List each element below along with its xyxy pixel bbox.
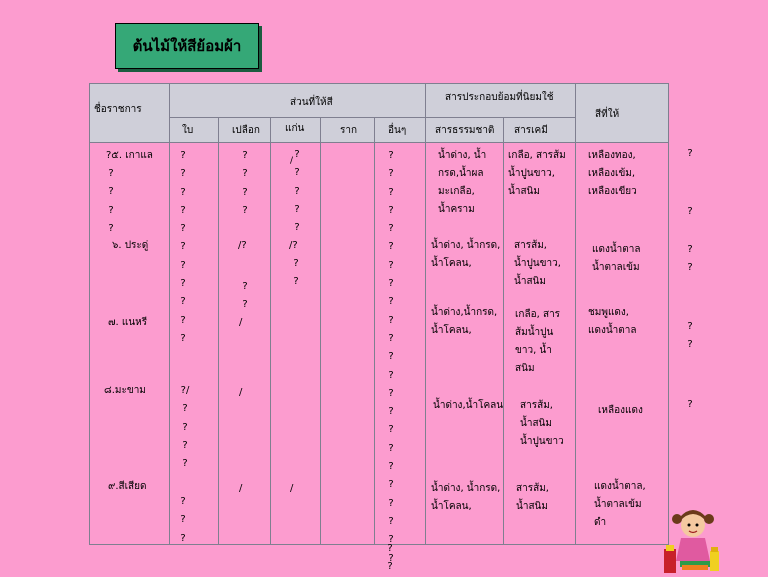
bark-slash-r9: / <box>239 483 243 494</box>
bark-qmarks: ? ? ? ? <box>242 150 248 216</box>
header-divider <box>169 117 575 118</box>
col-divider <box>169 84 170 544</box>
leaf-qmarks-bottom: ? ? ? <box>180 496 186 544</box>
header-bottom-line <box>90 142 668 143</box>
dye-table <box>89 83 669 564</box>
chemical-r8: สารส้ม, น้ำสนิม น้ำปูนขาว <box>520 400 564 447</box>
name-qmarks: ? ? ? ? <box>108 168 114 234</box>
outside-qmark: ? <box>687 321 693 332</box>
outside-qmark: ? <box>687 148 693 159</box>
natural-r8: น้ำด่าง,น้ำโคลน <box>433 400 504 411</box>
subheader-natural: สารธรรมชาติ <box>435 125 495 136</box>
subheader-core: แก่น <box>285 123 305 134</box>
subheader-leaf: ใบ <box>182 125 194 136</box>
col-divider <box>425 84 426 544</box>
other-qmarks-overflow: ? ? <box>387 543 393 573</box>
outside-qmark: ? <box>687 339 693 350</box>
row-name-8: ๘.มะขาม <box>104 385 146 396</box>
chemical-r6: สารส้ม, น้ำปูนขาว, น้ำสนิม <box>514 240 561 287</box>
subheader-root: ราก <box>340 125 358 136</box>
col-divider <box>270 117 271 544</box>
subheader-bark: เปลือก <box>232 125 260 136</box>
table-header-bg <box>90 84 668 142</box>
bark-qmarks-2: ? ? <box>242 281 248 311</box>
title-box <box>115 23 259 69</box>
core-qmarks-2: ? ? <box>293 258 299 288</box>
header-parts: ส่วนที่ให้สี <box>290 97 333 108</box>
chemical-r9: สารส้ม, น้ำสนิม <box>516 483 549 512</box>
color-r1: เหลืองทอง, เหลืองเข้ม, เหลืองเขียว <box>588 150 637 197</box>
natural-r7: น้ำด่าง,น้ำกรด, น้ำโคลน, <box>431 307 498 336</box>
natural-r6: น้ำด่าง, น้ำกรด, น้ำโคลน, <box>431 240 501 269</box>
header-color: สีที่ให้ <box>595 109 620 120</box>
row-name-7: ๗. แนหรี <box>108 317 148 328</box>
subheader-other: อื่นๆ <box>388 125 407 136</box>
core-slash-r9: / <box>290 483 294 494</box>
chemical-r7: เกลือ, สาร ส้มน้ำปูน ขาว, น้ำ สนิม <box>515 309 561 374</box>
leaf-qmarks: ? ? ? ? ? ? ? ? ? ? ? <box>180 150 186 344</box>
col-divider <box>218 117 219 544</box>
row-name-9: ๙.สีเสียด <box>108 481 147 492</box>
col-divider <box>320 117 321 544</box>
bark-slash-r7: / <box>239 317 243 328</box>
row-name-5: ?๕. เกาแล <box>106 150 153 161</box>
row-name-6: ๖. ประดู่ <box>112 240 149 251</box>
natural-r9: น้ำด่าง, น้ำกรด, น้ำโคลน, <box>431 483 501 512</box>
col-divider <box>503 117 504 544</box>
color-r6: แดงน้ำตาล น้ำตาลเข้ม <box>592 244 641 273</box>
outside-qmark: ? <box>687 206 693 217</box>
outside-qmark: ? <box>687 399 693 410</box>
outside-qmark: ? <box>687 262 693 273</box>
bark-r6: /? <box>238 240 247 251</box>
core-slash-r1: / <box>290 156 294 166</box>
header-mordant: สารประกอบย้อมที่นิยมใช้ <box>445 92 554 103</box>
natural-r1: น้ำด่าง, น้ำ กรด,น้ำผล มะเกลือ, น้ำคราม <box>438 150 487 215</box>
color-r7: ชมพูแดง, แดงน้ำตาล <box>588 307 637 336</box>
bark-slash-r8: / <box>239 387 243 398</box>
header-name: ชื่อราชการ <box>94 104 142 115</box>
chemical-r1: เกลือ, สารส้ม น้ำปูนขาว, น้ำสนิม <box>508 150 566 197</box>
core-r6: /? <box>289 240 298 251</box>
child-illustration-icon <box>664 505 722 575</box>
col-divider <box>374 117 375 544</box>
core-qmarks: ? ? ? ? ? <box>294 149 300 234</box>
leaf-qmarks-lower: ?/ ? ? ? ? <box>180 385 190 470</box>
other-qmarks: ? ? ? ? ? ? ? ? ? ? ? ? ? ? ? ? ? ? ? ? ? ? ? <box>388 150 394 564</box>
col-divider <box>575 84 576 544</box>
color-r9: แดงน้ำตาล, น้ำตาลเข้ม ดำ <box>594 481 646 528</box>
page-title: ต้นไม้ให้สีย้อมผ้า <box>132 37 242 55</box>
color-r8: เหลืองแดง <box>598 405 643 416</box>
outside-qmark: ? <box>687 244 693 255</box>
subheader-chemical: สารเคมี <box>514 125 548 136</box>
